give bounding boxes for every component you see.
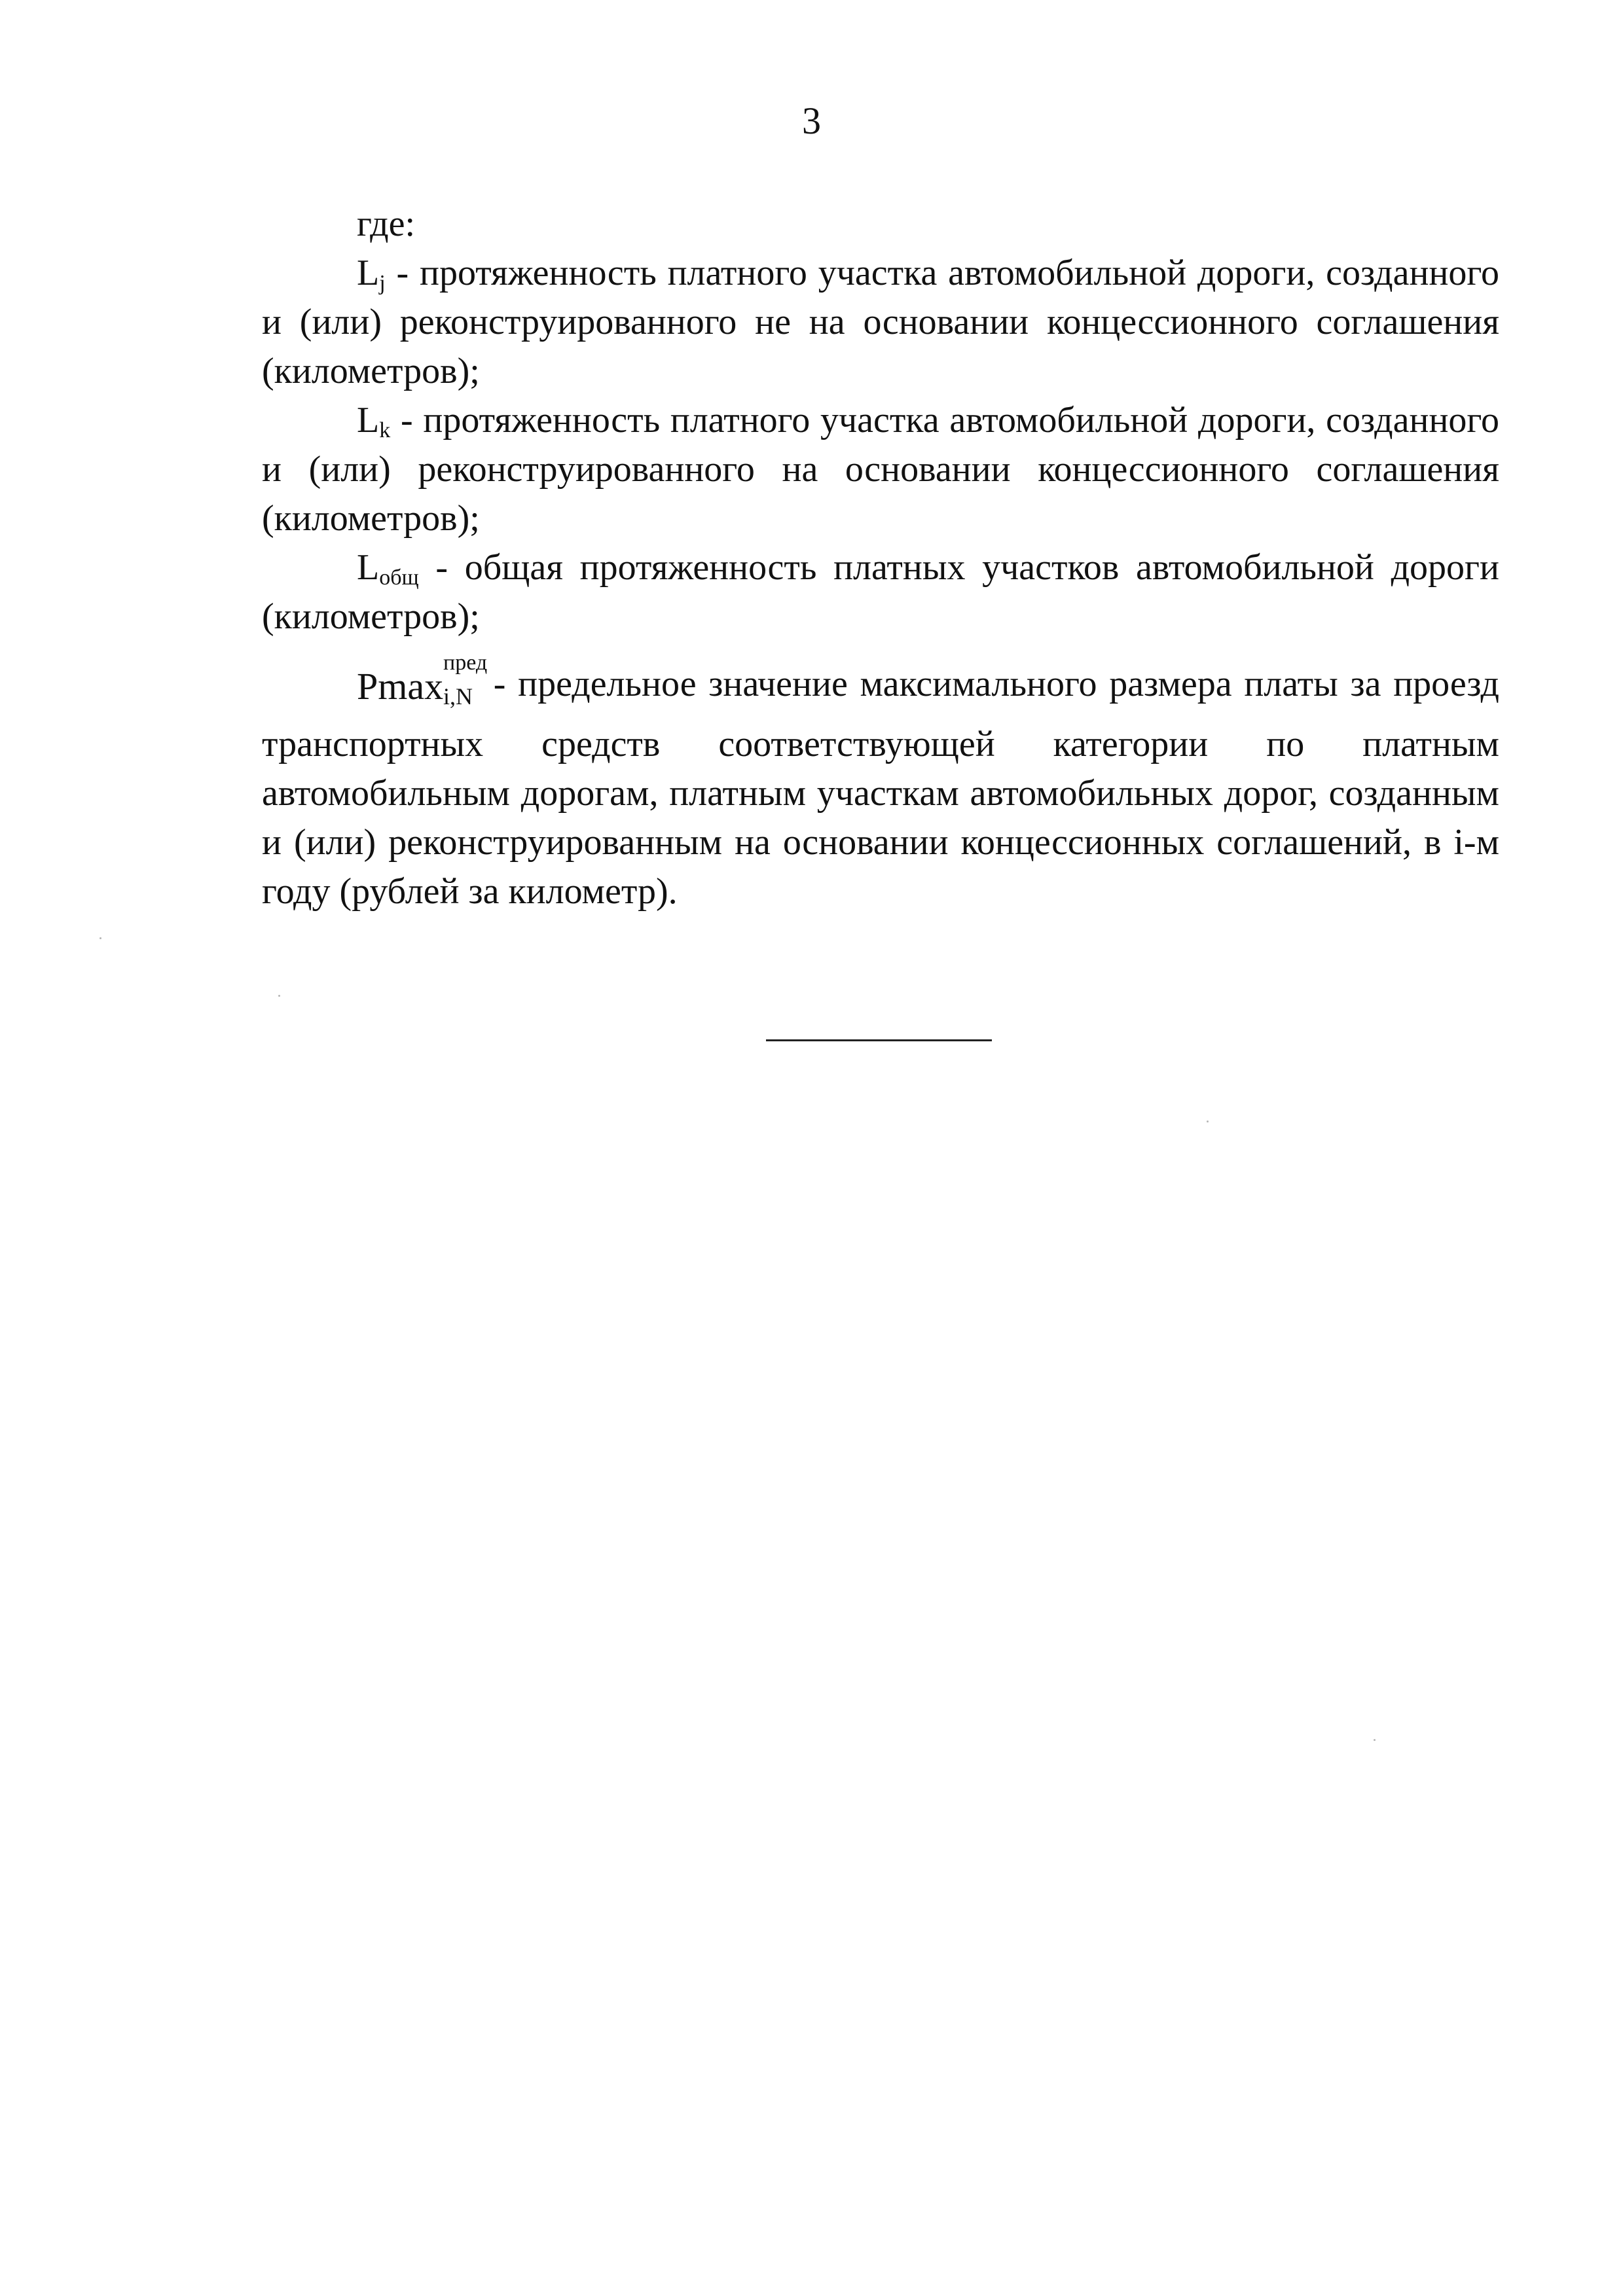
symbol-subscript: i,N: [443, 683, 473, 709]
symbol-lk: [357, 400, 390, 440]
symbol-base: L: [357, 547, 380, 588]
symbol-pmax: [357, 651, 488, 720]
scan-speck: [1207, 1121, 1209, 1122]
definition-pmax: [262, 651, 1499, 916]
scan-speck: [278, 995, 280, 997]
symbol-subscript: k: [379, 418, 391, 442]
symbol-superscript: пред: [443, 651, 488, 675]
definition-text: - протяженность платного участка автомобильной дороги, созданного и (или) реконструированного не на основании концессионного соглашения (километров);: [262, 253, 1499, 391]
symbol-base: L: [357, 253, 380, 293]
symbol-lj: [357, 253, 386, 293]
symbol-base: Pmax: [357, 665, 444, 708]
symbol-subscript: общ: [379, 565, 419, 590]
definition-text: - предельное значение максимального размера платы за проезд транспортных средств соответствующей категории по платным автомобильным дорогам, платным участкам автомобильных дорог, созданным и (или) реконструированным на основании концессионных соглашений, в i-м году (рублей за километр).: [262, 663, 1499, 912]
definition-lk: [262, 396, 1499, 543]
end-of-document-rule: [766, 1039, 992, 1041]
symbol-subscript: j: [379, 271, 386, 295]
where-label: где:: [357, 204, 416, 244]
definition-lobsch: [262, 543, 1499, 641]
definition-text: - общая протяженность платных участков автомобильной дороги (километров);: [262, 547, 1499, 637]
document-body: [262, 200, 1499, 916]
symbol-base: L: [357, 400, 380, 440]
definition-text: - протяженность платного участка автомобильной дороги, созданного и (или) реконструированного на основании концессионного соглашения (километров);: [262, 400, 1499, 539]
symbol-lobsch: [357, 547, 419, 588]
definition-lj: [262, 249, 1499, 396]
scan-speck: [100, 937, 101, 939]
page-number: 3: [802, 99, 821, 142]
scan-speck: [1374, 1739, 1376, 1741]
